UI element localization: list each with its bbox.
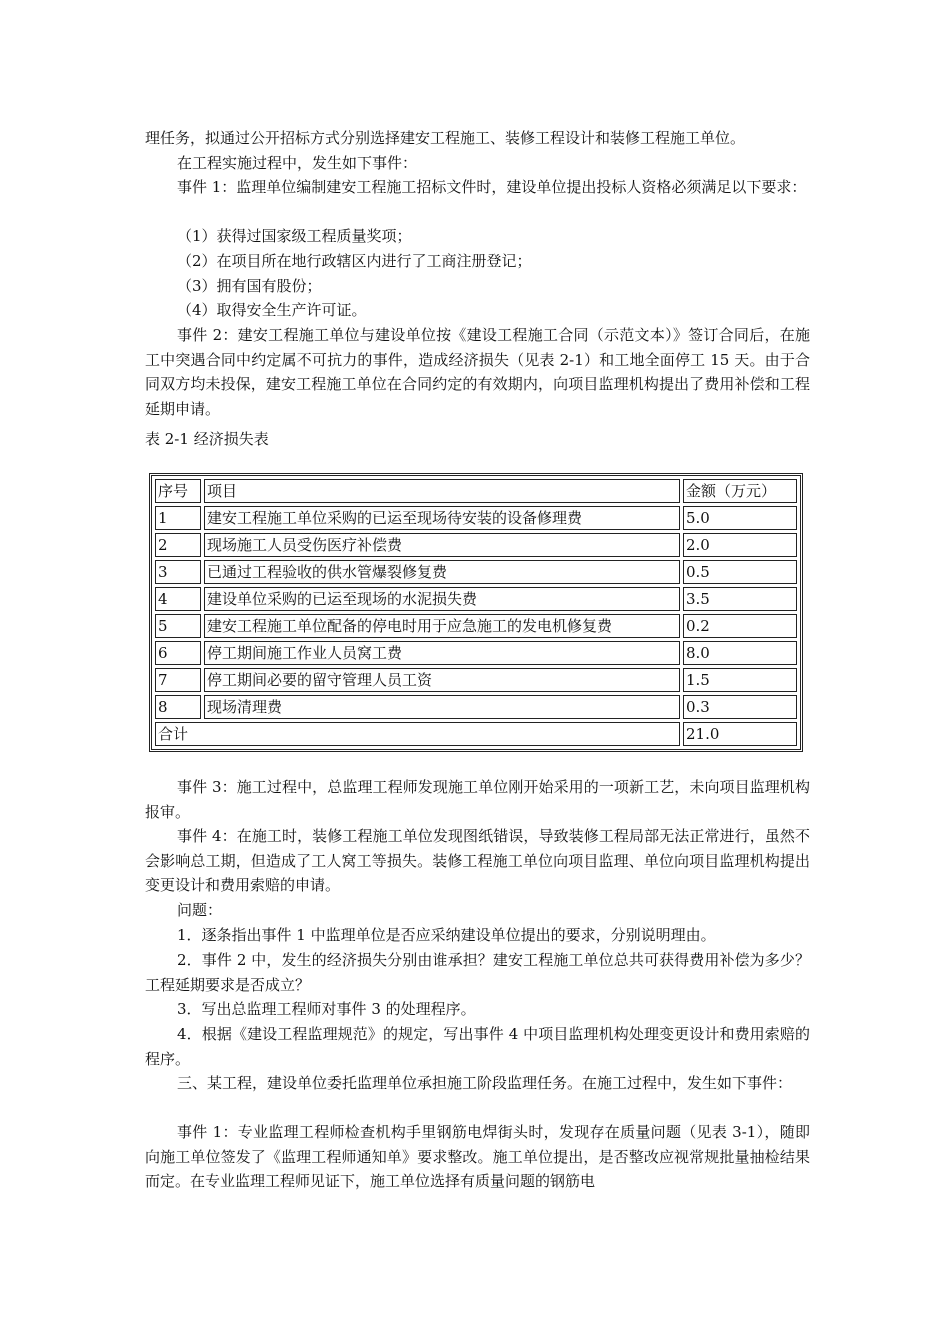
cell-index: 6	[155, 641, 201, 665]
cell-item: 建安工程施工单位采购的已运至现场待安装的设备修理费	[204, 506, 680, 530]
requirement-item: （1）获得过国家级工程质量奖项；	[177, 227, 412, 245]
cell-item: 建安工程施工单位配备的停电时用于应急施工的发电机修复费	[204, 614, 680, 638]
paragraph-event-1: 事件 1：监理单位编制建安工程施工招标文件时，建设单位提出投标人资格必须满足以下要求：	[177, 178, 807, 196]
requirement-item: （3）拥有国有股份；	[177, 277, 322, 295]
table-row	[155, 560, 797, 584]
column-header: 项目	[204, 479, 680, 503]
cell-amount: 0.2	[683, 614, 797, 638]
column-header: 金额（万元）	[683, 479, 797, 503]
table-row	[155, 587, 797, 611]
requirement-item: （4）取得安全生产许可证。	[177, 301, 367, 319]
paragraph-event-4: 事件 4：在施工时，装修工程施工单位发现图纸错误，导致装修工程局部无法正常进行，虽然不会影响总工期，但造成了工人窝工等损失。装修工程施工单位向项目监理、单位向项目监理机构提出变更设计和费用索赔的申请。	[145, 827, 810, 895]
question-item: 2．事件 2 中，发生的经济损失分别由谁承担？建安工程施工单位总共可获得费用补偿为多少？工程延期要求是否成立？	[145, 951, 810, 994]
table-row	[155, 695, 797, 719]
requirement-item: （2）在项目所在地行政辖区内进行了工商注册登记；	[177, 252, 532, 270]
paragraph-event-3: 事件 3：施工过程中，总监理工程师发现施工单位刚开始采用的一项新工艺，未向项目监理机构报审。	[145, 778, 810, 821]
cell-index: 3	[155, 560, 201, 584]
question-item: 4．根据《建设工程监理规范》的规定，写出事件 4 中项目监理机构处理变更设计和费用索赔的程序。	[145, 1025, 810, 1068]
table-row	[155, 533, 797, 557]
cell-item: 建设单位采购的已运至现场的水泥损失费	[204, 587, 680, 611]
paragraph: 理任务，拟通过公开招标方式分别选择建安工程施工、装修工程设计和装修工程施工单位。	[145, 129, 746, 147]
paragraph-section3-event-1: 事件 1：专业监理工程师检查机构手里钢筋电焊街头时，发现存在质量问题（见表 3-1），随即向施工单位签发了《监理工程师通知单》要求整改。施工单位提出，是否整改应视常规批量抽检结果而定。在专业监理工程师见证下，施工单位选择有质量问题的钢筋电	[145, 1123, 810, 1191]
cell-index: 5	[155, 614, 201, 638]
table-row	[155, 506, 797, 530]
cell-amount: 8.0	[683, 641, 797, 665]
section-three-intro: 三、某工程，建设单位委托监理单位承担施工阶段监理任务。在施工过程中，发生如下事件：	[177, 1074, 793, 1092]
cell-index: 8	[155, 695, 201, 719]
paragraph: 在工程实施过程中，发生如下事件：	[177, 154, 418, 172]
column-header: 序号	[155, 479, 201, 503]
cell-amount: 5.0	[683, 506, 797, 530]
table-header-row	[155, 479, 797, 503]
table-caption: 表 2-1 经济损失表	[145, 430, 269, 448]
question-item: 3．写出总监理工程师对事件 3 的处理程序。	[177, 1000, 476, 1018]
total-value: 21.0	[683, 722, 797, 746]
table-row	[155, 614, 797, 638]
cell-index: 1	[155, 506, 201, 530]
cell-index: 7	[155, 668, 201, 692]
questions-heading: 问题：	[177, 901, 223, 919]
table-row	[155, 641, 797, 665]
cell-amount: 3.5	[683, 587, 797, 611]
cell-amount: 0.3	[683, 695, 797, 719]
total-label: 合计	[155, 722, 680, 746]
cell-amount: 1.5	[683, 668, 797, 692]
cell-amount: 0.5	[683, 560, 797, 584]
cell-amount: 2.0	[683, 533, 797, 557]
table-total-row	[155, 722, 797, 746]
cell-item: 已通过工程验收的供水管爆裂修复费	[204, 560, 680, 584]
paragraph-event-2: 事件 2：建安工程施工单位与建设单位按《建设工程施工合同（示范文本）》签订合同后，在施工中突遇合同中约定属不可抗力的事件，造成经济损失（见表 2-1）和工地全面停工 15 天。由于合同双方均未投保，建安工程施工单位在合同约定的有效期内，向项目监理机构提出了费用补偿和工程延期申请。	[145, 326, 810, 418]
loss-table	[149, 473, 803, 752]
cell-index: 4	[155, 587, 201, 611]
cell-item: 现场清理费	[204, 695, 680, 719]
cell-item: 停工期间必要的留守管理人员工资	[204, 668, 680, 692]
table-row	[155, 668, 797, 692]
question-item: 1．逐条指出事件 1 中监理单位是否应采纳建设单位提出的要求，分别说明理由。	[177, 926, 716, 944]
cell-item: 现场施工人员受伤医疗补偿费	[204, 533, 680, 557]
cell-item: 停工期间施工作业人员窝工费	[204, 641, 680, 665]
cell-index: 2	[155, 533, 201, 557]
